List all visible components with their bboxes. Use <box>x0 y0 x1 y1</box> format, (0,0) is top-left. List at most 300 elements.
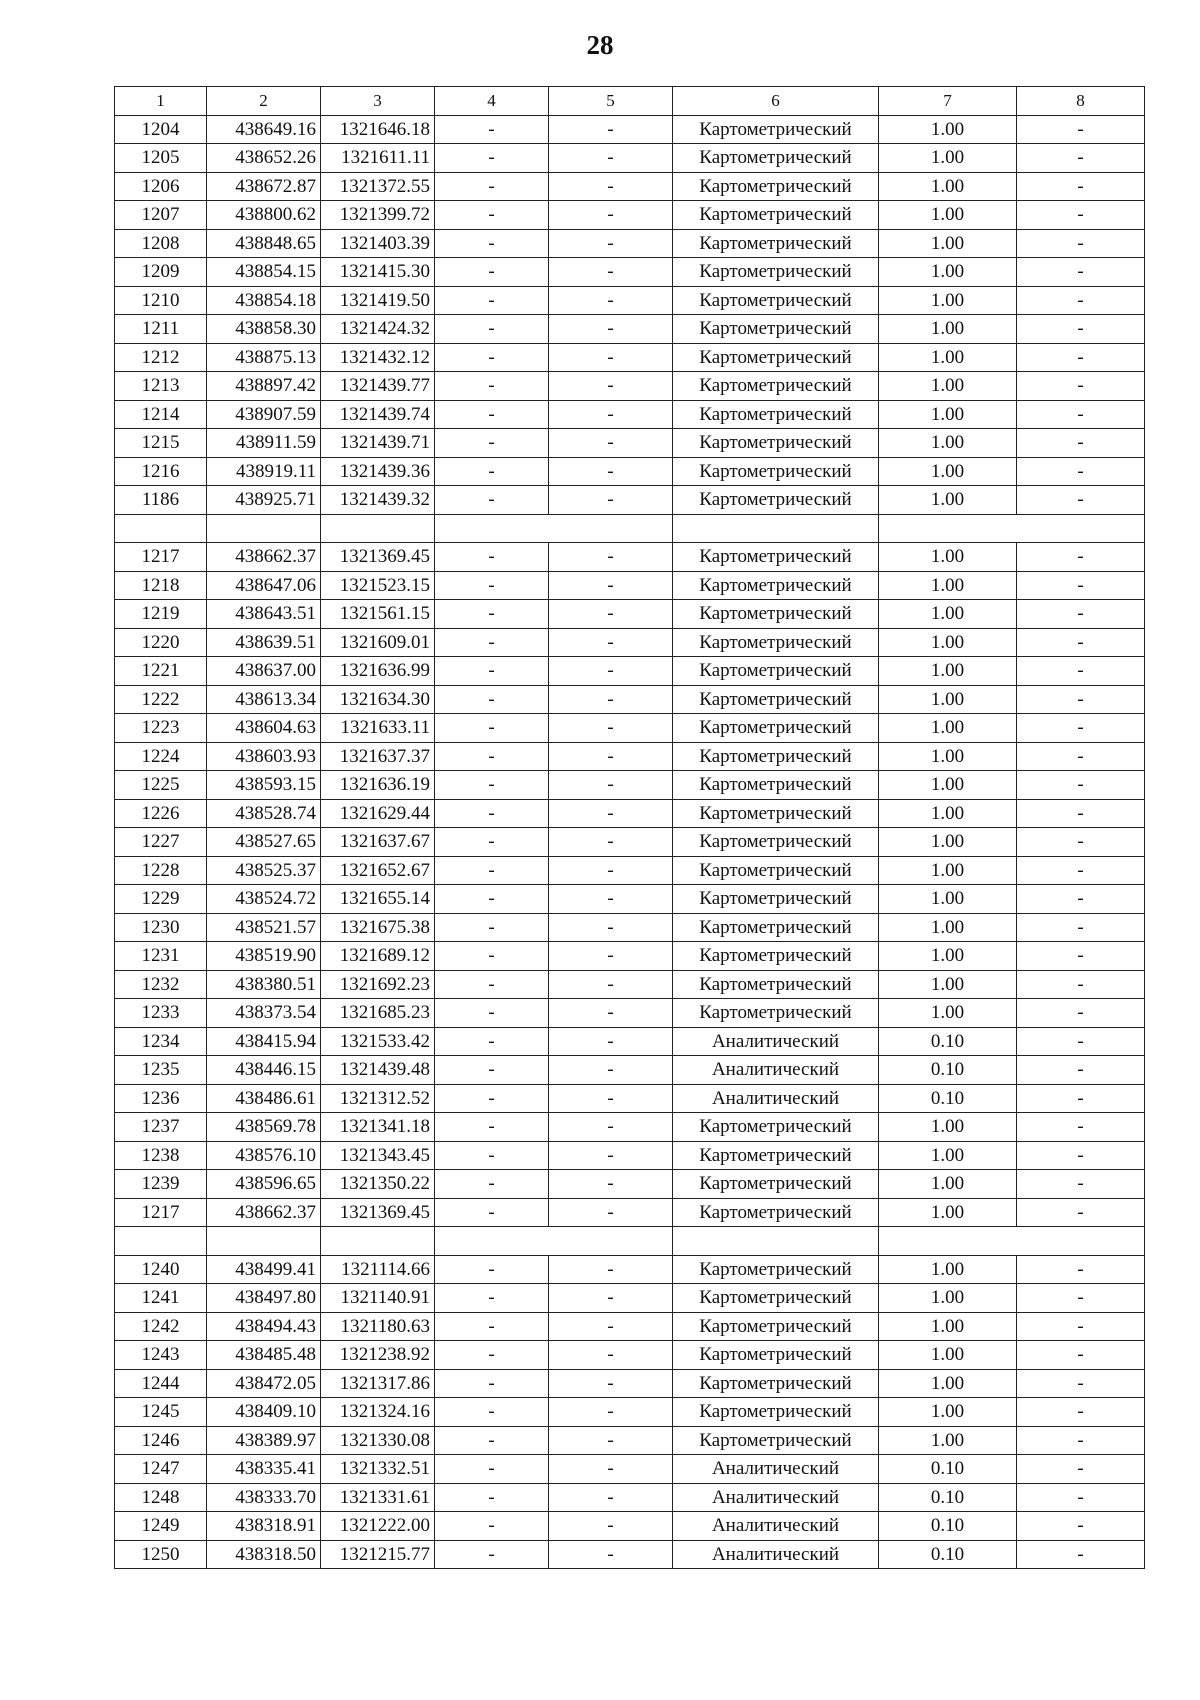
table-row <box>115 343 1145 372</box>
table-cell: 1321636.19 <box>321 771 435 800</box>
table-row <box>115 771 1145 800</box>
table-cell: - <box>549 1056 673 1085</box>
table-cell: 1204 <box>115 115 207 144</box>
table-cell: - <box>549 543 673 572</box>
table-cell: - <box>549 400 673 429</box>
table-cell: 1321432.12 <box>321 343 435 372</box>
table-cell: 1.00 <box>879 315 1017 344</box>
table-cell: - <box>435 229 549 258</box>
table-cell: 1.00 <box>879 400 1017 429</box>
table-cell: 1.00 <box>879 685 1017 714</box>
table-cell: - <box>549 685 673 714</box>
table-cell: - <box>549 144 673 173</box>
table-cell: - <box>549 1426 673 1455</box>
table-cell: - <box>1017 1312 1145 1341</box>
table-cell: 1.00 <box>879 1312 1017 1341</box>
table-row <box>115 1369 1145 1398</box>
table-cell: 1206 <box>115 172 207 201</box>
table-cell: 1.00 <box>879 628 1017 657</box>
table-cell: 438604.63 <box>207 714 321 743</box>
table-cell: Аналитический <box>673 1056 879 1085</box>
table-row <box>115 1284 1145 1313</box>
table-cell: - <box>549 1483 673 1512</box>
table-cell: 1.00 <box>879 1255 1017 1284</box>
table-cell: 438911.59 <box>207 429 321 458</box>
table-cell: 1229 <box>115 885 207 914</box>
table-cell: - <box>435 286 549 315</box>
table-cell: Картометрический <box>673 400 879 429</box>
table-cell: 1321369.45 <box>321 543 435 572</box>
table-cell: 1.00 <box>879 372 1017 401</box>
table-cell: - <box>435 1483 549 1512</box>
table-row <box>115 657 1145 686</box>
table-cell: 438446.15 <box>207 1056 321 1085</box>
table-cell: 1321350.22 <box>321 1170 435 1199</box>
table-cell: 1.00 <box>879 1398 1017 1427</box>
table-cell: Картометрический <box>673 828 879 857</box>
table-cell: 1321215.77 <box>321 1540 435 1569</box>
table-row <box>115 1426 1145 1455</box>
table-cell: - <box>549 657 673 686</box>
column-header: 7 <box>879 87 1017 116</box>
table-cell: Картометрический <box>673 1284 879 1313</box>
table-cell: 1237 <box>115 1113 207 1142</box>
table-cell: 438672.87 <box>207 172 321 201</box>
column-header: 4 <box>435 87 549 116</box>
table-cell: 1245 <box>115 1398 207 1427</box>
table-cell: 1233 <box>115 999 207 1028</box>
table-cell: 1.00 <box>879 1198 1017 1227</box>
table-cell: - <box>1017 1540 1145 1569</box>
table-cell: 1321439.32 <box>321 486 435 515</box>
blank-cell <box>321 514 435 543</box>
table-row <box>115 315 1145 344</box>
table-cell: 1.00 <box>879 429 1017 458</box>
table-cell: - <box>435 1084 549 1113</box>
table-cell: - <box>435 1198 549 1227</box>
table-cell: 438485.48 <box>207 1341 321 1370</box>
table-cell: - <box>549 1255 673 1284</box>
table-cell: - <box>549 1341 673 1370</box>
table-cell: 438486.61 <box>207 1084 321 1113</box>
table-cell: 1246 <box>115 1426 207 1455</box>
table-cell: 0.10 <box>879 1056 1017 1085</box>
table-cell: Картометрический <box>673 1369 879 1398</box>
table-cell: 1.00 <box>879 144 1017 173</box>
table-cell: - <box>1017 457 1145 486</box>
table-cell: 0.10 <box>879 1512 1017 1541</box>
table-cell: 1321685.23 <box>321 999 435 1028</box>
table-cell: - <box>435 457 549 486</box>
table-cell: - <box>435 913 549 942</box>
table-cell: 438848.65 <box>207 229 321 258</box>
table-cell: - <box>1017 258 1145 287</box>
table-cell: 1321317.86 <box>321 1369 435 1398</box>
table-cell: 438603.93 <box>207 742 321 771</box>
table-cell: - <box>435 315 549 344</box>
table-cell: Картометрический <box>673 657 879 686</box>
table-row <box>115 172 1145 201</box>
table-row <box>115 1255 1145 1284</box>
table-row <box>115 799 1145 828</box>
table-cell: Картометрический <box>673 1255 879 1284</box>
table-cell: 1321689.12 <box>321 942 435 971</box>
table-cell: - <box>435 657 549 686</box>
table-cell: 1.00 <box>879 1170 1017 1199</box>
table-cell: Картометрический <box>673 1141 879 1170</box>
table-cell: 438639.51 <box>207 628 321 657</box>
table-cell: - <box>435 970 549 999</box>
table-row <box>115 400 1145 429</box>
table-cell: Картометрический <box>673 1398 879 1427</box>
table-cell: 438569.78 <box>207 1113 321 1142</box>
table-cell: - <box>435 258 549 287</box>
table-cell: 1321343.45 <box>321 1141 435 1170</box>
table-cell: - <box>1017 742 1145 771</box>
table-cell: 0.10 <box>879 1084 1017 1113</box>
table-cell: 1.00 <box>879 1141 1017 1170</box>
table-cell: 1234 <box>115 1027 207 1056</box>
blank-cell <box>435 514 673 543</box>
table-cell: 1240 <box>115 1255 207 1284</box>
table-cell: Картометрический <box>673 571 879 600</box>
table-cell: 438380.51 <box>207 970 321 999</box>
table-cell: - <box>1017 771 1145 800</box>
table-cell: - <box>435 828 549 857</box>
table-cell: 1212 <box>115 343 207 372</box>
column-header: 1 <box>115 87 207 116</box>
table-row <box>115 1341 1145 1370</box>
table-cell: 438318.50 <box>207 1540 321 1569</box>
table-cell: 438528.74 <box>207 799 321 828</box>
table-row <box>115 258 1145 287</box>
table-cell: Картометрический <box>673 1170 879 1199</box>
table-cell: 1236 <box>115 1084 207 1113</box>
table-cell: 1321403.39 <box>321 229 435 258</box>
table-cell: 1247 <box>115 1455 207 1484</box>
table-row <box>115 1455 1145 1484</box>
table-cell: - <box>1017 144 1145 173</box>
table-cell: Картометрический <box>673 970 879 999</box>
table-cell: 1.00 <box>879 600 1017 629</box>
table-cell: - <box>435 742 549 771</box>
table-cell: - <box>549 1312 673 1341</box>
table-cell: - <box>1017 1056 1145 1085</box>
blank-cell <box>115 1227 207 1256</box>
table-cell: - <box>435 1255 549 1284</box>
table-cell: - <box>549 429 673 458</box>
table-cell: 1321655.14 <box>321 885 435 914</box>
table-cell: 1205 <box>115 144 207 173</box>
table-cell: 1.00 <box>879 258 1017 287</box>
table-row <box>115 144 1145 173</box>
table-cell: 0.10 <box>879 1455 1017 1484</box>
table-cell: 1213 <box>115 372 207 401</box>
table-cell: 1208 <box>115 229 207 258</box>
blank-cell <box>207 514 321 543</box>
table-cell: 1321609.01 <box>321 628 435 657</box>
table-row <box>115 1540 1145 1569</box>
table-cell: - <box>435 543 549 572</box>
table-cell: 1.00 <box>879 913 1017 942</box>
table-cell: 438389.97 <box>207 1426 321 1455</box>
table-cell: - <box>549 913 673 942</box>
table-cell: 1210 <box>115 286 207 315</box>
table-cell: - <box>435 1455 549 1484</box>
table-cell: - <box>435 1141 549 1170</box>
table-cell: - <box>1017 115 1145 144</box>
table-cell: - <box>549 486 673 515</box>
table-cell: - <box>549 771 673 800</box>
table-cell: - <box>1017 885 1145 914</box>
table-cell: - <box>1017 400 1145 429</box>
table-row <box>115 1056 1145 1085</box>
table-cell: 438494.43 <box>207 1312 321 1341</box>
table-row <box>115 543 1145 572</box>
table-cell: - <box>435 372 549 401</box>
table-cell: 1321629.44 <box>321 799 435 828</box>
table-row <box>115 1398 1145 1427</box>
table-cell: - <box>435 1540 549 1569</box>
blank-cell <box>115 514 207 543</box>
table-cell: 1.00 <box>879 828 1017 857</box>
table-cell: - <box>549 1455 673 1484</box>
table-cell: 1.00 <box>879 1284 1017 1313</box>
table-row <box>115 628 1145 657</box>
table-cell: 1321369.45 <box>321 1198 435 1227</box>
table-cell: Картометрический <box>673 856 879 885</box>
table-cell: - <box>1017 600 1145 629</box>
table-cell: 1321636.99 <box>321 657 435 686</box>
table-cell: Картометрический <box>673 201 879 230</box>
table-cell: - <box>1017 1455 1145 1484</box>
table-row <box>115 372 1145 401</box>
table-cell: 1222 <box>115 685 207 714</box>
table-cell: 1242 <box>115 1312 207 1341</box>
table-cell: Картометрический <box>673 144 879 173</box>
table-cell: 1221 <box>115 657 207 686</box>
table-row <box>115 1084 1145 1113</box>
table-row <box>115 714 1145 743</box>
table-cell: 438318.91 <box>207 1512 321 1541</box>
table-cell: - <box>549 1113 673 1142</box>
table-cell: - <box>435 628 549 657</box>
table-cell: 1228 <box>115 856 207 885</box>
table-cell: - <box>435 885 549 914</box>
table-cell: 438472.05 <box>207 1369 321 1398</box>
table-cell: 1186 <box>115 486 207 515</box>
table-cell: Аналитический <box>673 1084 879 1113</box>
table-cell: - <box>435 144 549 173</box>
table-cell: - <box>549 1084 673 1113</box>
table-cell: 1321332.51 <box>321 1455 435 1484</box>
table-cell: - <box>549 1284 673 1313</box>
table-row <box>115 571 1145 600</box>
table-cell: - <box>1017 657 1145 686</box>
table-cell: - <box>549 1027 673 1056</box>
table-cell: 1321222.00 <box>321 1512 435 1541</box>
table-cell: 1235 <box>115 1056 207 1085</box>
table-cell: 0.10 <box>879 1483 1017 1512</box>
table-cell: - <box>435 1170 549 1199</box>
table-cell: 438335.41 <box>207 1455 321 1484</box>
table-cell: Картометрический <box>673 1312 879 1341</box>
table-cell: 1321372.55 <box>321 172 435 201</box>
table-cell: Картометрический <box>673 628 879 657</box>
table-cell: - <box>549 571 673 600</box>
table-cell: 1.00 <box>879 343 1017 372</box>
table-cell: 1217 <box>115 1198 207 1227</box>
table-cell: Аналитический <box>673 1455 879 1484</box>
table-cell: - <box>549 600 673 629</box>
page-number: 28 <box>586 30 614 60</box>
table-row <box>115 1027 1145 1056</box>
table-cell: 1321424.32 <box>321 315 435 344</box>
table-cell: 1.00 <box>879 1341 1017 1370</box>
table-cell: 438415.94 <box>207 1027 321 1056</box>
table-cell: 1321692.23 <box>321 970 435 999</box>
table-cell: Картометрический <box>673 942 879 971</box>
table-cell: 438854.15 <box>207 258 321 287</box>
column-header: 5 <box>549 87 673 116</box>
table-cell: Картометрический <box>673 258 879 287</box>
column-header: 8 <box>1017 87 1145 116</box>
table-cell: - <box>549 1141 673 1170</box>
table-cell: 1.00 <box>879 742 1017 771</box>
table-cell: 1.00 <box>879 486 1017 515</box>
table-cell: 1215 <box>115 429 207 458</box>
table-cell: 1321561.15 <box>321 600 435 629</box>
table-cell: 1241 <box>115 1284 207 1313</box>
table-row <box>115 1483 1145 1512</box>
table-cell: - <box>435 799 549 828</box>
table-cell: - <box>435 1369 549 1398</box>
table-cell: Картометрический <box>673 457 879 486</box>
table-cell: - <box>549 229 673 258</box>
table-cell: 1224 <box>115 742 207 771</box>
table-cell: Картометрический <box>673 1426 879 1455</box>
table-cell: 1214 <box>115 400 207 429</box>
table-cell: 438647.06 <box>207 571 321 600</box>
table-cell: 1321140.91 <box>321 1284 435 1313</box>
table-cell: Картометрический <box>673 286 879 315</box>
table-cell: 0.10 <box>879 1540 1017 1569</box>
table-cell: 438907.59 <box>207 400 321 429</box>
table-cell: Картометрический <box>673 913 879 942</box>
table-cell: Картометрический <box>673 229 879 258</box>
table-cell: 1321341.18 <box>321 1113 435 1142</box>
blank-cell <box>321 1227 435 1256</box>
table-cell: Картометрический <box>673 1113 879 1142</box>
table-cell: - <box>435 942 549 971</box>
table-cell: Картометрический <box>673 1198 879 1227</box>
table-cell: - <box>549 172 673 201</box>
table-cell: 438875.13 <box>207 343 321 372</box>
table-cell: 438637.00 <box>207 657 321 686</box>
table-cell: - <box>1017 372 1145 401</box>
table-cell: 1.00 <box>879 543 1017 572</box>
table-cell: - <box>549 1398 673 1427</box>
table-cell: 438593.15 <box>207 771 321 800</box>
table-cell: - <box>549 999 673 1028</box>
table-cell: Картометрический <box>673 486 879 515</box>
table-cell: 1250 <box>115 1540 207 1569</box>
table-row <box>115 1512 1145 1541</box>
table-cell: - <box>1017 1027 1145 1056</box>
table-cell: Картометрический <box>673 885 879 914</box>
column-header: 3 <box>321 87 435 116</box>
table-cell: 1239 <box>115 1170 207 1199</box>
table-cell: 1321523.15 <box>321 571 435 600</box>
table-cell: - <box>549 970 673 999</box>
table-cell: - <box>435 115 549 144</box>
table-cell: - <box>1017 571 1145 600</box>
table-cell: 1.00 <box>879 457 1017 486</box>
table-row <box>115 115 1145 144</box>
table-cell: 1321180.63 <box>321 1312 435 1341</box>
table-cell: Аналитический <box>673 1540 879 1569</box>
table-cell: - <box>1017 1284 1145 1313</box>
table-row <box>115 286 1145 315</box>
table-cell: 1321419.50 <box>321 286 435 315</box>
table-row <box>115 885 1145 914</box>
table-cell: 1238 <box>115 1141 207 1170</box>
blank-cell <box>673 1227 879 1256</box>
table-cell: - <box>435 1056 549 1085</box>
table-cell: - <box>549 1540 673 1569</box>
table-cell: - <box>1017 172 1145 201</box>
table-cell: Аналитический <box>673 1483 879 1512</box>
table-cell: Картометрический <box>673 429 879 458</box>
table-cell: 1321439.74 <box>321 400 435 429</box>
table-cell: - <box>1017 1255 1145 1284</box>
table-cell: Картометрический <box>673 714 879 743</box>
table-cell: 1.00 <box>879 1426 1017 1455</box>
table-cell: 1.00 <box>879 115 1017 144</box>
table-cell: - <box>435 771 549 800</box>
table-cell: - <box>549 115 673 144</box>
table-cell: 1.00 <box>879 771 1017 800</box>
table-cell: 438525.37 <box>207 856 321 885</box>
table-cell: - <box>435 685 549 714</box>
table-cell: 438519.90 <box>207 942 321 971</box>
table-cell: - <box>1017 229 1145 258</box>
table-cell: - <box>1017 970 1145 999</box>
table-cell: 438524.72 <box>207 885 321 914</box>
table-cell: - <box>435 486 549 515</box>
table-cell: 1.00 <box>879 970 1017 999</box>
table-row <box>115 913 1145 942</box>
table-cell: 438652.26 <box>207 144 321 173</box>
table-row <box>115 600 1145 629</box>
table-cell: 1321114.66 <box>321 1255 435 1284</box>
table-cell: 1243 <box>115 1341 207 1370</box>
table-cell: Картометрический <box>673 343 879 372</box>
table-cell: 1.00 <box>879 571 1017 600</box>
table-cell: - <box>549 315 673 344</box>
table-cell: - <box>435 1027 549 1056</box>
table-cell: - <box>1017 1398 1145 1427</box>
table-cell: - <box>549 628 673 657</box>
coordinates-table <box>114 86 1145 1569</box>
table-cell: - <box>549 1512 673 1541</box>
table-cell: 1321415.30 <box>321 258 435 287</box>
table-cell: 1217 <box>115 543 207 572</box>
table-cell: 438373.54 <box>207 999 321 1028</box>
table-row <box>115 429 1145 458</box>
table-cell: 1249 <box>115 1512 207 1541</box>
table-cell: 438925.71 <box>207 486 321 515</box>
